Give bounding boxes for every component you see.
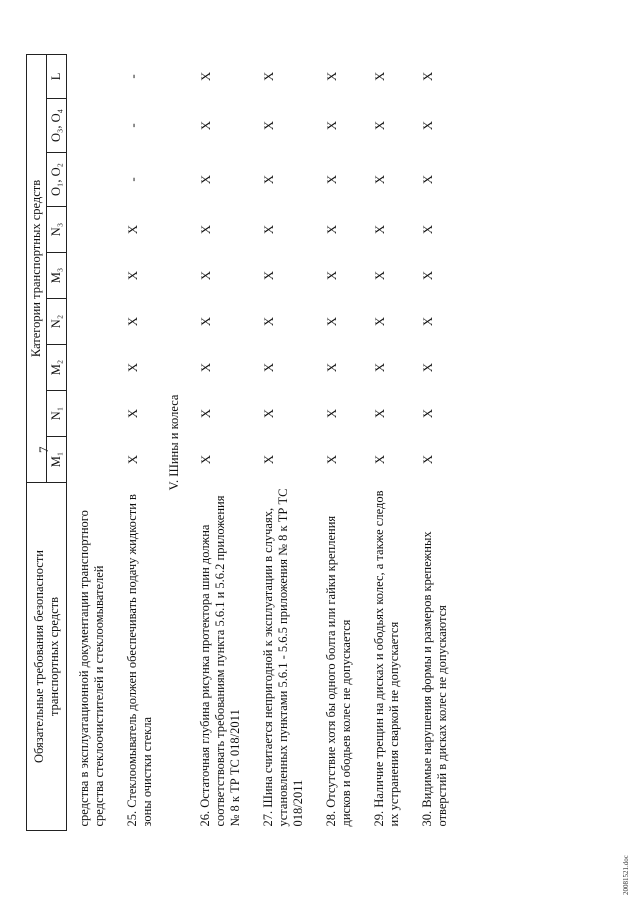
categories-header: Категории транспортных средств: [27, 54, 47, 482]
table-row: [410, 54, 458, 830]
category-column-header: O₁, O₂: [47, 153, 67, 207]
table-row: [188, 54, 251, 830]
section-row: [163, 54, 188, 830]
category-mark: X: [198, 362, 213, 373]
category-mark: X: [125, 454, 140, 465]
category-mark: X: [372, 174, 387, 185]
requirements-header-line1: Обязательные требования безопасности: [31, 550, 46, 764]
requirements-table: [26, 54, 458, 831]
category-mark: -: [125, 123, 140, 128]
category-mark: X: [261, 224, 276, 235]
category-mark: X: [198, 224, 213, 235]
category-mark: X: [324, 270, 339, 281]
requirement-text: 26. Остаточная глубина рисунка протектора шин должна соответствовать требованиям пункта 5.6.1 и 5.6.2 приложения № 8 к ТР ТС 018/2011: [198, 495, 242, 827]
category-mark: X: [420, 316, 435, 327]
footer-file-code: 20081521.doc: [622, 855, 630, 895]
category-mark: X: [125, 316, 140, 327]
category-mark: X: [125, 270, 140, 281]
category-mark: [67, 299, 116, 345]
category-mark: X: [261, 270, 276, 281]
category-mark: X: [198, 71, 213, 82]
category-mark: X: [261, 408, 276, 419]
requirements-header-line2: транспортных средств: [46, 596, 61, 717]
category-mark: [67, 253, 116, 299]
category-mark: X: [198, 270, 213, 281]
category-mark: X: [420, 454, 435, 465]
category-mark: [67, 391, 116, 437]
category-column-header: M₁: [47, 437, 67, 483]
requirements-header: [27, 483, 67, 831]
category-mark: X: [372, 270, 387, 281]
requirement-text: 27. Шина считается непригодной к эксплуатации в случаях, установленных пунктами 5.6.1 - 5.6.5 приложения № 8 к ТР ТС 018/2011: [261, 488, 305, 827]
category-mark: [67, 99, 116, 153]
table-row: [115, 54, 163, 830]
table-row: [251, 54, 314, 830]
category-column-header: N₁: [47, 391, 67, 437]
category-mark: X: [324, 174, 339, 185]
category-column-header: L: [47, 54, 67, 98]
category-column-header: N₃: [47, 207, 67, 253]
category-mark: X: [372, 224, 387, 235]
table-body: [67, 54, 459, 830]
category-column-header: M₃: [47, 253, 67, 299]
category-mark: X: [420, 362, 435, 373]
category-mark: X: [198, 408, 213, 419]
category-mark: [67, 437, 116, 483]
category-mark: X: [324, 362, 339, 373]
page-number: 7: [36, 446, 51, 453]
category-mark: X: [198, 174, 213, 185]
category-mark: X: [372, 362, 387, 373]
category-mark: [67, 207, 116, 253]
section-title: V. Шины и колеса: [167, 394, 181, 491]
category-mark: X: [125, 362, 140, 373]
category-mark: X: [324, 224, 339, 235]
category-mark: X: [125, 224, 140, 235]
category-mark: X: [372, 316, 387, 327]
category-mark: X: [372, 408, 387, 419]
category-mark: X: [125, 408, 140, 419]
requirement-text: 28. Отсутствие хотя бы одного болта или гайки крепления дисков и ободьев колес не допускается: [324, 515, 353, 827]
category-mark: X: [420, 224, 435, 235]
requirement-text: 29. Наличие трещин на дисках и ободьях колес, а также следов их устранения сваркой не допускается: [372, 490, 401, 827]
requirement-text: средства в эксплуатационной документации транспортного средства стеклоочистителей и стеклоомывателей: [77, 510, 106, 827]
category-column-header: N₂: [47, 299, 67, 345]
table-header: [27, 54, 67, 830]
category-mark: X: [420, 270, 435, 281]
category-mark: X: [324, 71, 339, 82]
category-mark: X: [372, 71, 387, 82]
category-mark: X: [261, 174, 276, 185]
category-mark: -: [125, 177, 140, 182]
category-mark: X: [198, 316, 213, 327]
category-mark: X: [261, 120, 276, 131]
category-mark: X: [420, 408, 435, 419]
category-mark: X: [372, 120, 387, 131]
table-row: [362, 54, 410, 830]
requirement-text: 25. Стеклоомыватель должен обеспечивать подачу жидкости в зоны очистки стекла: [125, 494, 154, 827]
category-mark: X: [261, 316, 276, 327]
category-mark: X: [198, 120, 213, 131]
category-mark: X: [372, 454, 387, 465]
category-column-header: O₃, O₄: [47, 99, 67, 153]
category-mark: X: [261, 454, 276, 465]
category-mark: X: [324, 316, 339, 327]
category-mark: [67, 345, 116, 391]
category-column-header: M₂: [47, 345, 67, 391]
requirement-text: 30. Видимые нарушения формы и размеров крепежных отверстий в дисках колес не допускаются: [420, 531, 449, 827]
category-mark: -: [125, 74, 140, 79]
category-mark: [67, 54, 116, 98]
category-mark: X: [261, 362, 276, 373]
category-mark: X: [261, 71, 276, 82]
category-mark: X: [198, 454, 213, 465]
category-mark: X: [420, 120, 435, 131]
table-row: [67, 54, 116, 830]
category-mark: [67, 153, 116, 207]
table-row: [314, 54, 362, 830]
category-mark: X: [324, 120, 339, 131]
category-mark: X: [420, 174, 435, 185]
category-mark: X: [324, 454, 339, 465]
category-mark: X: [420, 71, 435, 82]
category-mark: X: [324, 408, 339, 419]
